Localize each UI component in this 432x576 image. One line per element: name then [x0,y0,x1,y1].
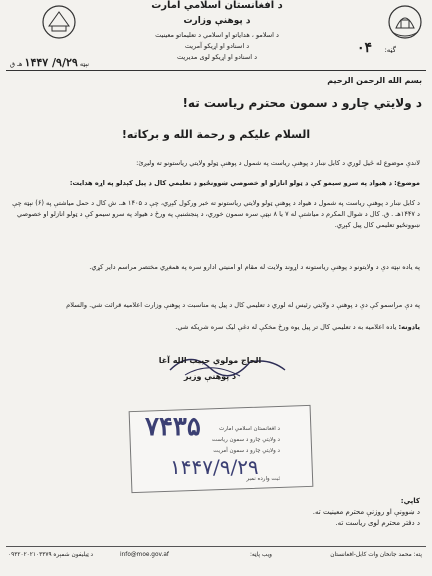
signatory-title: د پوهنې وزیر [183,372,237,381]
footer-divider [6,546,426,547]
header-deputy: د اسلامو ، هدایاتو او اسلامي د تعلیماتو معینیت [155,31,279,39]
stamp-line-1: د افغانستان اسلامي امارت [219,426,280,432]
intro-paragraph: لاندې موضوع له څیل لوري د کابل ښار د پوهنې ریاست په شمول د پوهنې ټولو ولایتي ریاستونو ته ولیږئ: [136,159,420,167]
copy-item: د دفتر محترم لوی ریاست ته. [335,519,420,527]
note-label: یادونه: [398,323,420,331]
stamp-line-4: ثبت وارده نمبر [246,476,280,482]
footer-website-label: ویب پاڼه: [249,552,272,558]
date-label: نېټه [79,60,90,68]
main-paragraph: د کابل ښار د پوهنې ریاست په شمول د هیواد د پوهنې ټولو ولایتي ریاستونو ته خبر ورکول کېږي، چې د ۱۴۰۵ هـ. ش کال د حمل میاشتې په (۶) نېټه چې د ۱۴۴۷هـ . ق. کال د شوال المکرم د میاشتې له ۷ یا ۸ نېټې سره سمون خوري، د پنجشنبې په ورځ د هیواد په سرو سیمو کې د ټولو انازلو او خصوصي ښوونځیو تعلیمي کال پیل کېږي. [12,199,420,229]
ministry-emblem-icon [40,2,78,42]
stamp-number-top: ۷۴۳۵ [145,412,201,442]
greeting: السلام علیکم و رحمة الله و برکاته! [121,128,311,141]
stamp-number-bottom: ۱۴۴۷/۹/۲۹ [170,455,259,479]
subject-label: موضوع: [394,179,420,187]
emirate-emblem-icon [386,2,424,42]
header-ministry: د پوهنې وزارت [183,16,251,26]
date-suffix: هـ ق [10,60,23,68]
signatory-name: الحاج مولوي حبیب الله آغا [158,356,262,365]
date-value: ۹/۲۹/ ۱۴۴۷ [24,56,78,69]
addressee: د ولایتي چارو د سمون محترم ریاست ته! [182,96,422,110]
stamp-line-2: د ولایتي چارو د سمون ریاست [211,437,280,443]
reference-number-label: گڼه: [384,46,396,54]
declaration-paragraph: په دې مراسمو کې دې د پوهنې د ولایتي رئیس له لوري د تعلیمي کال د پیل په مناسبت د پوهنې وزارت اعلامیه قرائت شي. والسلام [66,301,420,309]
header-emirate: د افغانستان اسلامي امارت [151,0,283,11]
header-directorate: د اسنادو او اړیکو آمریت [184,42,250,50]
footer-email-link[interactable]: info@moe.gov.af [120,552,169,558]
header-management: د اسنادو او اړیکو لوی مدیریت [176,53,258,61]
note-text: یاده اعلامیه به د تعلیمي کال تر پیل یوه ورځ مخکې له دغې لیک سره شریکه شي. [175,323,397,331]
subject-text: د هیواد په سرو سیمو کې د ټولو انازلو او خصوصي ښوونځیو د تعلیمي کال د پیل کېدلو په اړه هدایت: [69,179,393,187]
note-line [12,322,420,333]
date-block [10,56,89,69]
subject-line [12,178,420,189]
ceremony-paragraph: په یاده نېټه دې د ولایتونو د پوهنې ریاستونه د اړوند ولایت له مقام او امنیتي ادارو سره په همغږي مختصر مراسم دایر کړي. [89,263,420,271]
copies-list [313,496,420,529]
footer-phone: د ټیلیفون شمېره ۰۹۳۲۰۲۰۲۱۰۳۳۷۹ [8,552,94,558]
copy-item: د ښوونې او روزنې محترم معینیت ته. [312,508,420,516]
header-divider [6,70,426,71]
handwritten-signature [150,340,300,390]
copies-label: کاپي: [400,497,420,505]
stamp-line-3: د ولایتي چارو د سمون آمریت [213,448,280,454]
reference-number: ۰۴ [356,40,372,56]
footer-address: پته: محمد جانخان وات کابل-افغانستان [330,552,422,558]
bismillah: بسم الله الرحمن الرحیم [327,76,422,85]
